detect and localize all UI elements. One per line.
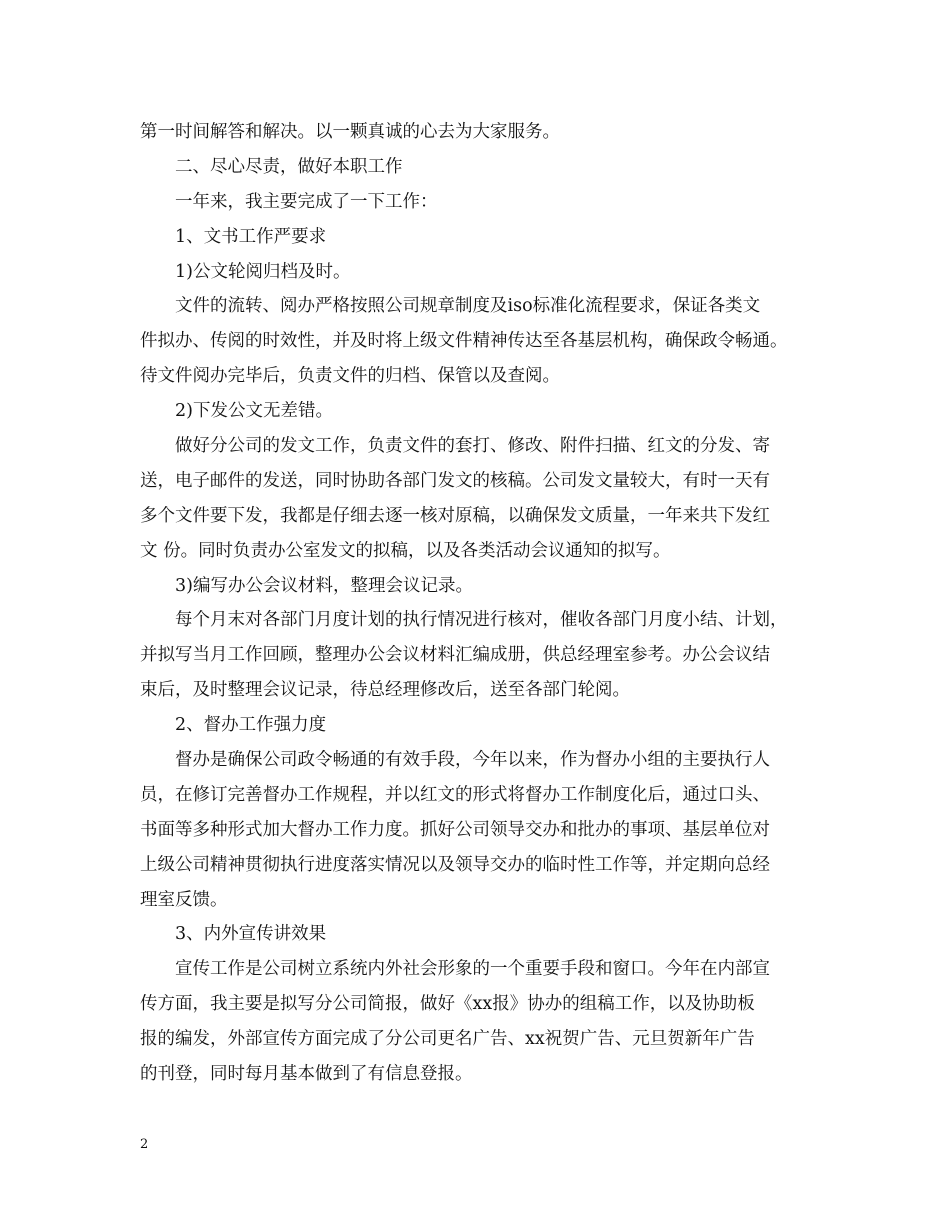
- page-number: 2: [140, 1137, 149, 1152]
- text-line: 督办是确保公司政令畅通的有效手段，今年以来，作为督办小组的主要执行人: [175, 750, 770, 771]
- text-line: 每个月末对各部门月度计划的执行情况进行核对，催收各部门月度小结、计划，: [175, 610, 788, 631]
- text-line: 1)公文轮阅归档及时。: [175, 261, 351, 282]
- text-line: 待文件阅办完毕后，负责文件的归档、保管以及查阅。: [140, 366, 560, 387]
- text-line: 3、内外宣传讲效果: [175, 924, 327, 945]
- text-line: 并拟写当月工作回顾，整理办公会议材料汇编成册，供总经理室参考。办公会议结: [140, 645, 770, 666]
- text-line: 理室反馈。: [140, 889, 228, 910]
- text-line: 2、督办工作强力度: [175, 715, 327, 736]
- text-line: 报的编发，外部宣传方面完成了分公司更名广告、xx祝贺广告、元旦贺新年广告: [140, 1029, 755, 1050]
- text-line: 书面等多种形式加大督办工作力度。抓好公司领导交办和批办的事项、基层单位对: [140, 819, 770, 840]
- text-line: 3)编写办公会议材料，整理会议记录。: [175, 575, 473, 596]
- text-line: 文 份。同时负责办公室发文的拟稿，以及各类活动会议通知的拟写。: [140, 540, 671, 561]
- text-line: 的刊登，同时每月基本做到了有信息登报。: [140, 1064, 473, 1085]
- text-line: 第一时间解答和解决。以一颗真诚的心去为大家服务。: [140, 122, 560, 142]
- text-line: 做好分公司的发文工作，负责文件的套打、修改、附件扫描、红文的分发、寄: [175, 436, 770, 457]
- text-line: 员，在修订完善督办工作规程，并以红文的形式将督办工作制度化后，通过口头、: [140, 784, 770, 805]
- text-line: 送，电子邮件的发送，同时协助各部门发文的核稿。公司发文量较大，有时一天有: [140, 470, 770, 491]
- text-line: 1、文书工作严要求: [175, 226, 327, 247]
- text-line: 件拟办、传阅的时效性，并及时将上级文件精神传达至各基层机构，确保政令畅通。: [140, 331, 788, 352]
- text-line: 2)下发公文无差错。: [175, 401, 333, 422]
- text-line: 传方面，我主要是拟写分公司简报，做好《xx报》协办的组稿工作，以及协助板: [140, 994, 755, 1015]
- text-line: 上级公司精神贯彻执行进度落实情况以及领导交办的临时性工作等，并定期向总经: [140, 854, 770, 875]
- text-line: 二、尽心尽责，做好本职工作: [175, 156, 403, 177]
- text-line: 束后，及时整理会议记录，待总经理修改后，送至各部门轮阅。: [140, 680, 630, 701]
- text-line: 多个文件要下发，我都是仔细去逐一核对原稿，以确保发文质量，一年来共下发红: [140, 505, 770, 526]
- text-line: 文件的流转、阅办严格按照公司规章制度及iso标准化流程要求，保证各类文: [175, 296, 761, 317]
- text-line: 宣传工作是公司树立系统内外社会形象的一个重要手段和窗口。今年在内部宣: [175, 959, 770, 980]
- text-line: 一年来，我主要完成了一下工作：: [175, 191, 438, 212]
- body-text: [140, 115, 820, 1092]
